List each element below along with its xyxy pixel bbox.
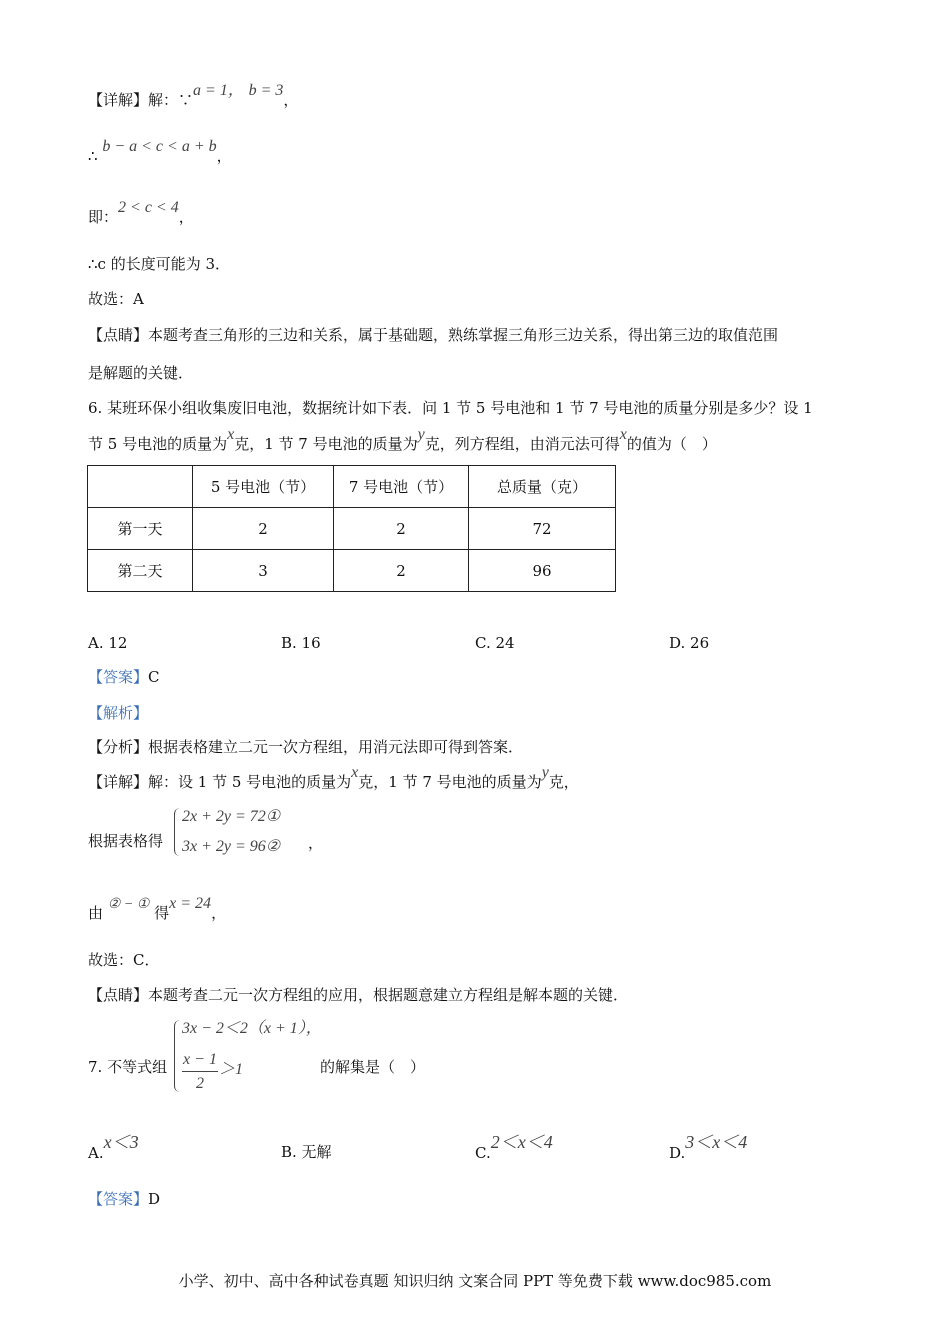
stem-text: 的值为（ ）: [626, 435, 717, 453]
q6-analysis-tag: 【解析】: [88, 704, 149, 722]
c-range: 2 < c < 4: [118, 199, 179, 216]
therefore-symbol: ∴: [88, 147, 98, 165]
q7-option-d: [669, 1132, 748, 1163]
fraction-denominator: 2: [196, 1075, 204, 1092]
q7-answer-line: [88, 1189, 160, 1209]
table-cell: 第二天: [88, 550, 193, 592]
q7-option-c: [475, 1132, 553, 1163]
var-x: x: [227, 426, 235, 443]
comma: ，: [308, 834, 324, 852]
var-x: x: [619, 426, 627, 443]
stem-text: 克，1 节 7 号电池的质量为: [234, 435, 418, 453]
equation-2: 3x + 2y = 96②: [182, 838, 281, 855]
fraction-bar: [182, 1071, 218, 1072]
option-label: D.: [669, 1144, 686, 1162]
inequality-line: [88, 138, 232, 167]
q6-comment: 【点睛】本题考查二元一次方程组的应用，根据题意建立方程组是解本题的关键．: [88, 986, 629, 1004]
table-header-cell: 7 号电池（节）: [334, 466, 469, 508]
answer-tag: 【答案】: [88, 1190, 149, 1208]
conclusion-line: ∴c 的长度可能为 3．: [88, 255, 231, 273]
footer-banner: 小学、初中、高中各种试卷真题 知识归纳 文案合同 PPT 等免费下载 www.doc985.com: [178, 1272, 772, 1290]
detail-text: 克，1 节 7 号电池的质量为: [358, 773, 542, 791]
elimination-line: [88, 895, 227, 925]
stem-text: 克，列方程组，由消元法可得: [424, 435, 620, 453]
detail-text: 【详解】解：设 1 节 5 号电池的质量为: [88, 773, 352, 791]
detail-text: 克，: [548, 773, 579, 791]
table-cell: 2: [334, 550, 469, 592]
option-label: B. 无解: [281, 1143, 332, 1161]
q6-option-d: D. 26: [669, 634, 710, 652]
system-brace: [174, 808, 180, 856]
q7-suffix: 的解集是（ ）: [320, 1058, 426, 1076]
comma: ，: [211, 904, 227, 922]
detail-prefix: 【详解】解：∵: [88, 91, 194, 109]
answer-tag: 【答案】: [88, 668, 149, 686]
answer-value: C: [148, 668, 160, 686]
comment-line-1: 【点睛】本题考查三角形的三边和关系，属于基础题，熟练掌握三角形三边关系，得出第三边的取值范围: [88, 326, 779, 344]
table-cell: 2: [334, 508, 469, 550]
table-header-row: [88, 466, 616, 508]
q6-stem-line-2: [88, 426, 717, 455]
option-expr: x＜3: [103, 1132, 139, 1152]
q6-analysis: 【分析】根据表格建立二元一次方程组，用消元法即可得到答案．: [88, 738, 524, 756]
option-label: A.: [88, 1144, 104, 1162]
by-table-label: 根据表格得: [88, 832, 164, 850]
from-label: 由: [88, 904, 104, 922]
table-header-cell: 总质量（克）: [469, 466, 616, 508]
answer-value: D: [148, 1190, 161, 1208]
table-cell: 2: [193, 508, 334, 550]
comma: ，: [216, 147, 232, 165]
q6-answer-line: [88, 667, 160, 687]
table-cell: 第一天: [88, 508, 193, 550]
comma: ，: [283, 91, 299, 109]
elimination-step: ② − ①: [107, 897, 150, 912]
q7-prefix: 7. 不等式组: [88, 1058, 168, 1076]
fraction-relation: ＞1: [219, 1061, 244, 1078]
table-cell: 3: [193, 550, 334, 592]
comma: ，: [178, 208, 194, 226]
table-row: [88, 508, 616, 550]
table-row: [88, 550, 616, 592]
table-cell: 96: [469, 550, 616, 592]
triangle-inequality: b − a < c < a + b: [102, 138, 217, 155]
choice-line: 故选：A: [88, 290, 144, 308]
var-x: x: [351, 764, 359, 781]
q6-option-a: A. 12: [88, 634, 128, 652]
q6-detail-line: [88, 764, 579, 793]
q6-option-c: C. 24: [475, 634, 515, 652]
range-line: [88, 199, 194, 228]
battery-data-table: [87, 465, 616, 592]
q6-option-b: B. 16: [281, 634, 321, 652]
x-result: x = 24: [169, 895, 212, 912]
system-brace: [174, 1020, 180, 1092]
comment-line-2: 是解题的关键．: [88, 364, 194, 382]
q6-choice: 故选：C．: [88, 951, 160, 969]
given-b: b = 3: [248, 82, 284, 99]
get-label: 得: [154, 904, 170, 922]
option-label: C.: [475, 1144, 491, 1162]
detail-line: [88, 82, 299, 111]
option-expr: 2＜x＜4: [490, 1132, 553, 1152]
table-header-cell: [88, 466, 193, 508]
q6-stem-line-1: 6. 某班环保小组收集废旧电池，数据统计如下表．问 1 节 5 号电池和 1 节 7 号电池的质量分别是多少？设 1: [88, 399, 813, 417]
fraction-numerator: x − 1: [183, 1051, 217, 1068]
option-expr: 3＜x＜4: [685, 1132, 748, 1152]
namely-label: 即：: [88, 208, 119, 226]
var-y: y: [417, 426, 425, 443]
given-a: a = 1，: [193, 82, 244, 99]
q7-option-b: [281, 1142, 332, 1162]
equation-1: 2x + 2y = 72①: [182, 808, 281, 825]
q7-option-a: [88, 1132, 139, 1163]
table-header-cell: 5 号电池（节）: [193, 466, 334, 508]
stem-text: 节 5 号电池的质量为: [88, 435, 228, 453]
inequality-1: 3x − 2＜2（x + 1），: [182, 1020, 322, 1037]
var-y: y: [541, 764, 549, 781]
table-cell: 72: [469, 508, 616, 550]
